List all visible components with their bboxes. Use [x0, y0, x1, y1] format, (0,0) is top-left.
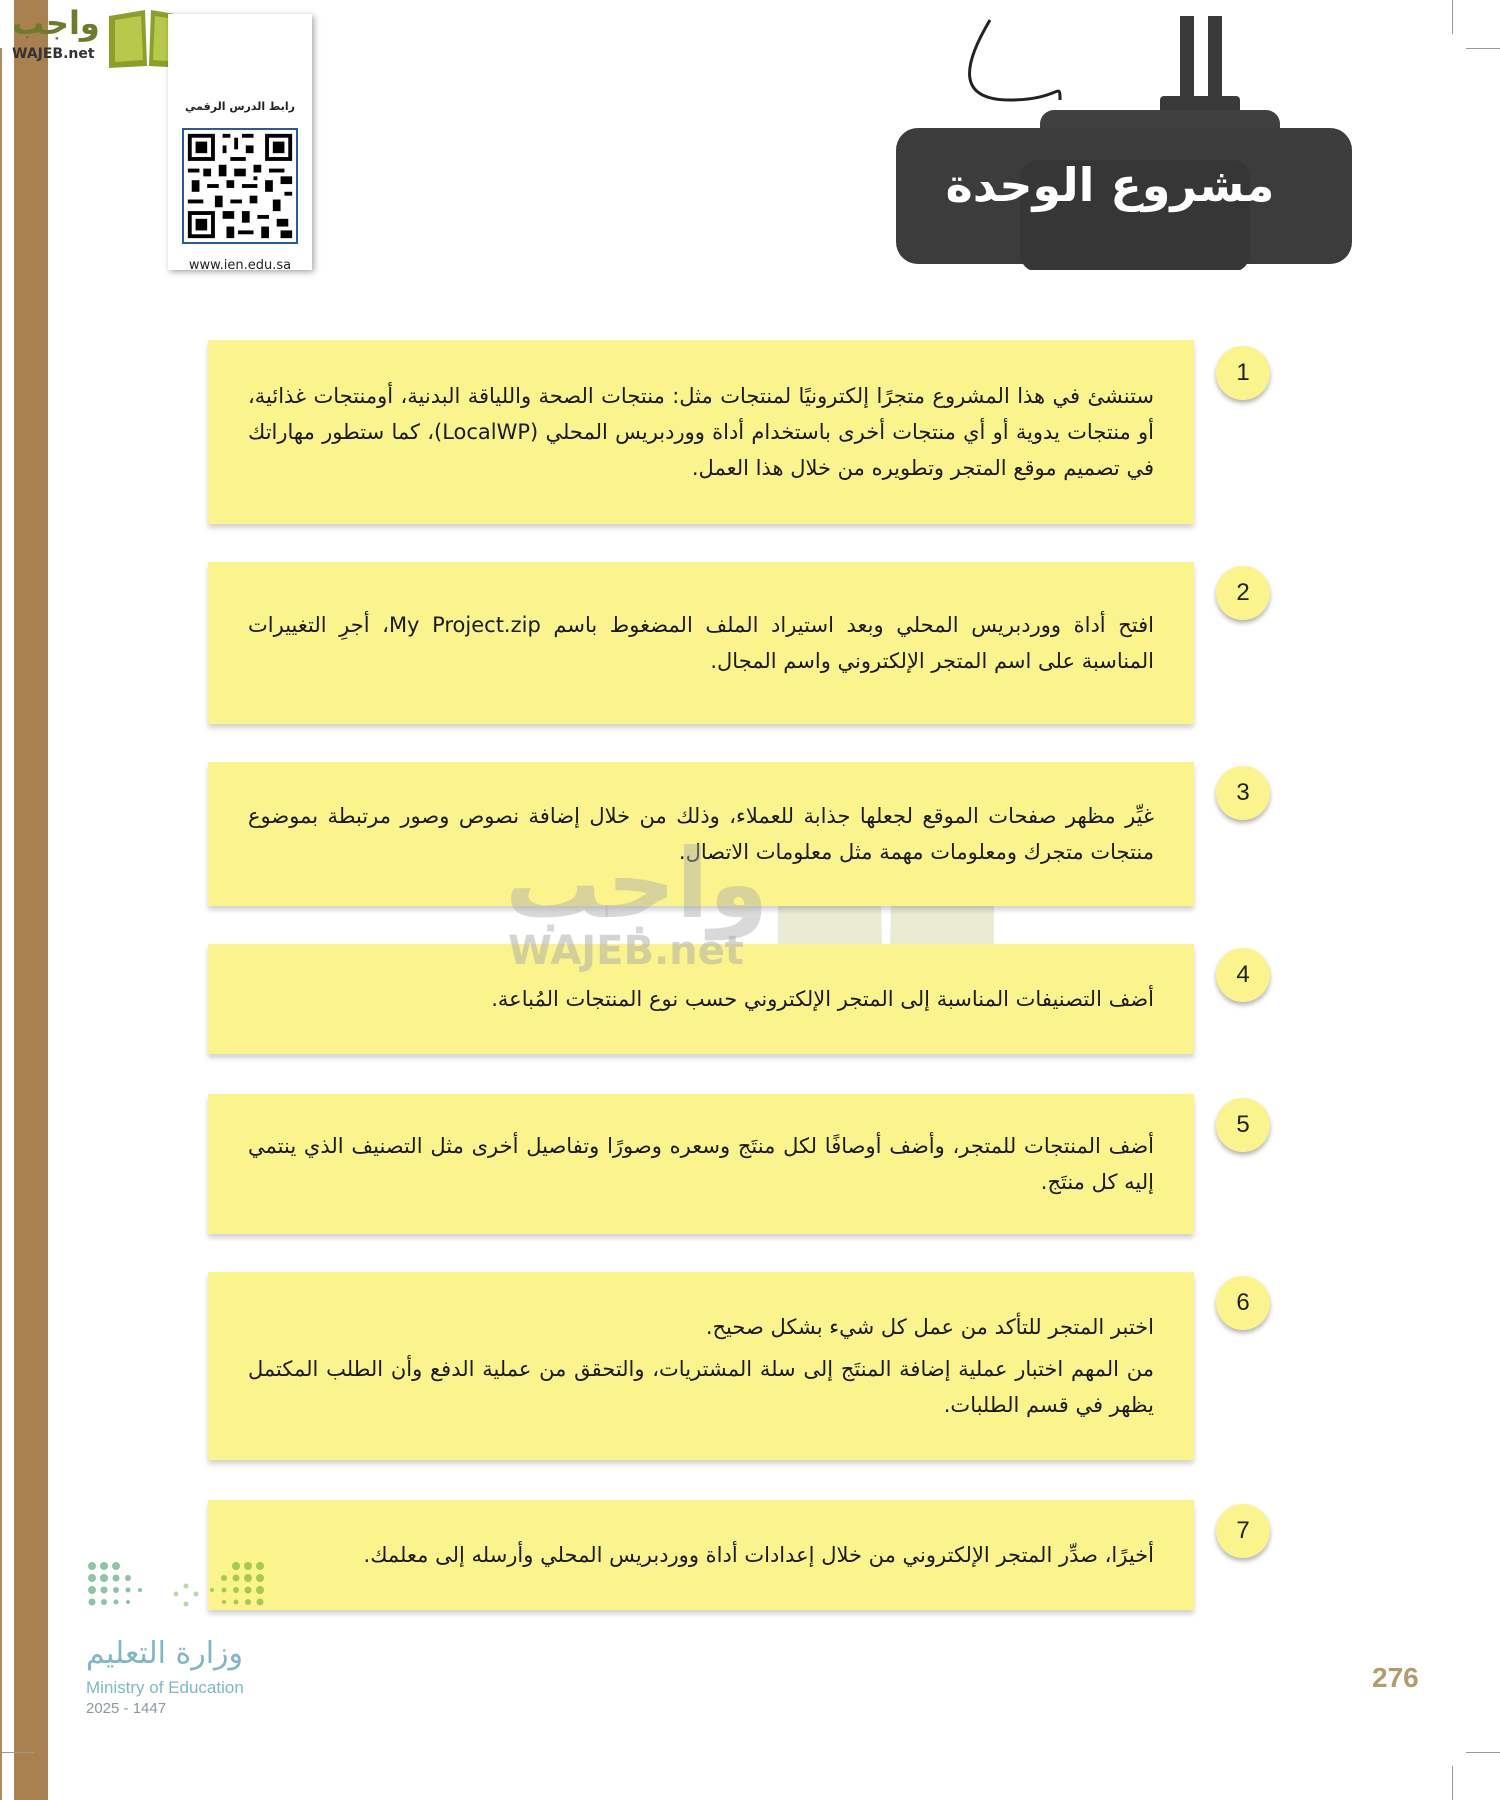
wajeb-logo-arabic: واجب	[12, 4, 100, 42]
ministry-name-arabic: وزارة التعليم	[86, 1636, 244, 1671]
step-number-badge: 5	[1216, 1098, 1270, 1152]
crop-mark	[1452, 1766, 1453, 1800]
step-number-badge: 1	[1216, 346, 1270, 400]
qr-code[interactable]	[182, 128, 298, 244]
step-number-badge: 6	[1216, 1276, 1270, 1330]
title-sign-graphic	[890, 10, 1360, 270]
page-number: 276	[1372, 1662, 1419, 1693]
watermark-arabic: واجب	[505, 828, 769, 940]
step-number-badge: 7	[1216, 1504, 1270, 1558]
step-text: من المهم اختبار عملية إضافة المنتَج إلى سلة المشتريات، والتحقق من عملية الدفع وأن الطلب المكتمل يظهر في قسم الطلبات.	[248, 1357, 1154, 1417]
ministry-logo-icon	[86, 1560, 276, 1626]
watermark-latin: WAJEB.net	[508, 928, 744, 974]
step-box-2	[208, 562, 1194, 724]
step-text: أخيرًا، صدِّر المتجر الإلكتروني من خلال إعدادات أداة ووردبريس المحلي وأرسله إلى معلمك.	[363, 1543, 1154, 1567]
digital-lesson-qr-card[interactable]	[168, 14, 312, 273]
step-box-7	[208, 1500, 1194, 1610]
step-text: أضف التصنيفات المناسبة إلى المتجر الإلكتروني حسب نوع المنتجات المُباعة.	[491, 987, 1154, 1011]
page-title: مشروع الوحدة	[945, 158, 1275, 212]
step-text: أضف المنتجات للمتجر، وأضف أوصافًا لكل منتَج وسعره وصورًا وتفاصيل أخرى مثل التصنيف الذي ينتمي إليه كل منتَج.	[248, 1134, 1154, 1194]
qr-url[interactable]: www.ien.edu.sa	[188, 258, 292, 273]
wajeb-logo-latin: WAJEB.net	[12, 46, 95, 62]
step-number-badge: 3	[1216, 766, 1270, 820]
step-box-6	[208, 1272, 1194, 1460]
step-text: غيِّر مظهر صفحات الموقع لجعلها جذابة للعملاء، وذلك من خلال إضافة نصوص وصور مرتبطة بموضوع منتجات متجرك ومعلومات مهمة مثل معلومات الاتصال.	[248, 804, 1154, 864]
qr-code-icon	[184, 130, 296, 242]
step-text: اختبر المتجر للتأكد من عمل كل شيء بشكل صحيح.	[705, 1315, 1154, 1339]
step-text: افتح أداة ووردبريس المحلي وبعد استيراد الملف المضغوط باسم My Project.zip، أجرِ التغييرات المناسبة على اسم المتجر الإلكتروني واسم المجال.	[248, 613, 1154, 673]
wajeb-logo[interactable]	[12, 4, 192, 68]
step-text: ستنشئ في هذا المشروع متجرًا إلكترونيًا لمنتجات مثل: منتجات الصحة واللياقة البدنية، أومنتجات غذائية، أو منتجات يدوية أو أي منتجات أخرى باستخدام أداة ووردبريس المحلي (LocalWP)، كما ستطور مهاراتك في تصميم موقع المتجر وتطويره من خلال هذا العمل.	[248, 384, 1154, 480]
crop-mark	[1466, 1752, 1500, 1753]
qr-caption: رابط الدرس الرقمي	[185, 100, 295, 113]
step-box-5	[208, 1094, 1194, 1234]
step-number-badge: 4	[1216, 948, 1270, 1002]
page-margin-bar	[14, 0, 48, 1800]
step-box-1	[208, 340, 1194, 524]
margin-rule	[0, 48, 2, 1800]
step-number-badge: 2	[1216, 566, 1270, 620]
crop-mark	[0, 1752, 34, 1753]
crop-mark	[1466, 48, 1500, 49]
ministry-name-english: Ministry of Education	[86, 1678, 244, 1697]
ministry-year: 2025 - 1447	[86, 1700, 167, 1717]
crop-mark	[1452, 0, 1453, 34]
